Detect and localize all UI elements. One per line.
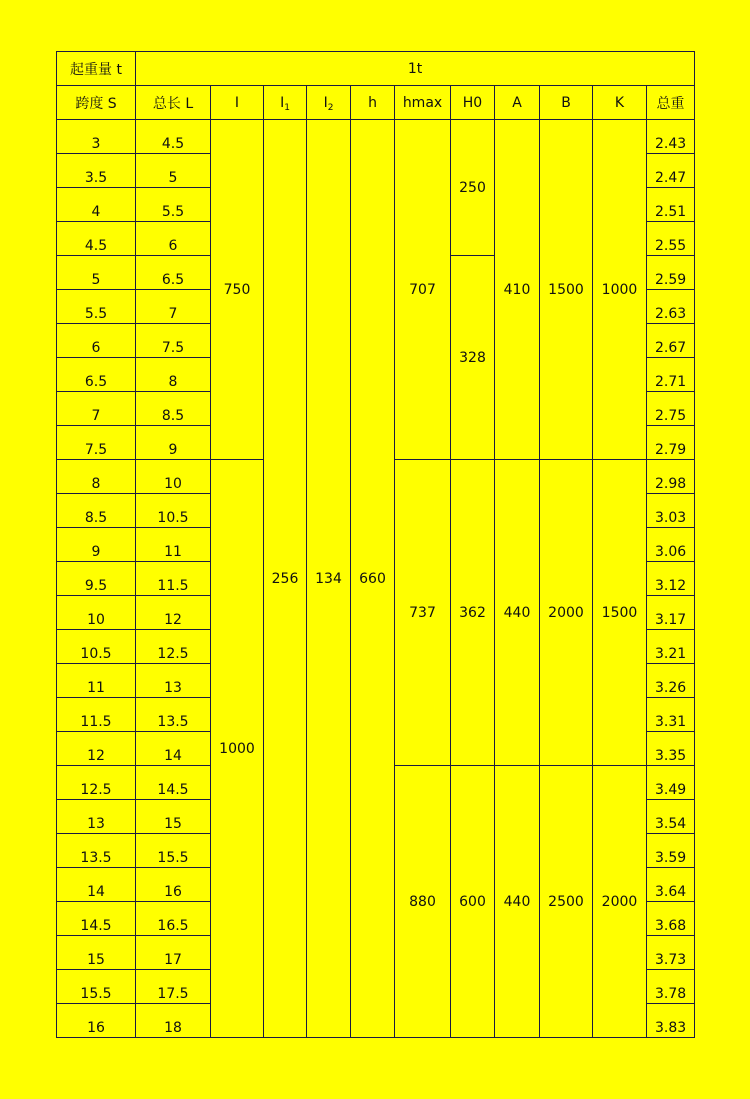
cell-length: 5 <box>136 154 211 188</box>
cell-weight: 3.21 <box>647 630 695 664</box>
cell-weight: 3.59 <box>647 834 695 868</box>
cell-weight: 3.12 <box>647 562 695 596</box>
cell-weight: 2.55 <box>647 222 695 256</box>
cell-span: 7 <box>57 392 136 426</box>
col-header-b: B <box>540 86 593 120</box>
cell-span: 9 <box>57 528 136 562</box>
cell-k-1000: 1000 <box>593 120 647 460</box>
cell-span: 5 <box>57 256 136 290</box>
cell-span: 11.5 <box>57 698 136 732</box>
cell-a-440-b: 440 <box>495 766 540 1038</box>
cell-length: 12.5 <box>136 630 211 664</box>
cell-length: 8.5 <box>136 392 211 426</box>
cell-weight: 2.71 <box>647 358 695 392</box>
col-header-i: I <box>211 86 264 120</box>
col-header-i1-sub: 1 <box>284 102 290 113</box>
cell-weight: 3.68 <box>647 902 695 936</box>
cell-span: 8 <box>57 460 136 494</box>
cell-span: 12.5 <box>57 766 136 800</box>
cell-weight: 2.75 <box>647 392 695 426</box>
cell-h: 660 <box>351 120 395 1038</box>
cell-weight: 3.31 <box>647 698 695 732</box>
col-header-i1-main: I <box>280 94 285 111</box>
col-header-weight: 总重 <box>647 86 695 120</box>
cell-weight: 2.47 <box>647 154 695 188</box>
cell-span: 13.5 <box>57 834 136 868</box>
cell-span: 4.5 <box>57 222 136 256</box>
cell-length: 17 <box>136 936 211 970</box>
cell-k-2000: 2000 <box>593 766 647 1038</box>
cell-hmax-707: 707 <box>395 120 451 460</box>
cell-length: 11 <box>136 528 211 562</box>
cell-weight: 2.98 <box>647 460 695 494</box>
cell-span: 4 <box>57 188 136 222</box>
cell-weight: 2.79 <box>647 426 695 460</box>
capacity-label: 起重量 t <box>57 52 136 86</box>
cell-length: 16.5 <box>136 902 211 936</box>
cell-span: 15 <box>57 936 136 970</box>
cell-length: 18 <box>136 1004 211 1038</box>
cell-i-1000: 1000 <box>211 460 264 1038</box>
capacity-value: 1t <box>136 52 695 86</box>
cell-a-440-a: 440 <box>495 460 540 766</box>
cell-weight: 3.54 <box>647 800 695 834</box>
cell-length: 16 <box>136 868 211 902</box>
cell-i-750: 750 <box>211 120 264 460</box>
cell-length: 13.5 <box>136 698 211 732</box>
cell-b-1500: 1500 <box>540 120 593 460</box>
cell-span: 10.5 <box>57 630 136 664</box>
cell-weight: 2.59 <box>647 256 695 290</box>
cell-length: 15.5 <box>136 834 211 868</box>
cell-h0-328: 328 <box>451 256 495 460</box>
cell-span: 14.5 <box>57 902 136 936</box>
cell-weight: 3.03 <box>647 494 695 528</box>
cell-span: 7.5 <box>57 426 136 460</box>
cell-weight: 2.63 <box>647 290 695 324</box>
cell-hmax-737: 737 <box>395 460 451 766</box>
cell-k-1500: 1500 <box>593 460 647 766</box>
cell-weight: 3.83 <box>647 1004 695 1038</box>
cell-length: 15 <box>136 800 211 834</box>
col-header-hmax: hmax <box>395 86 451 120</box>
cell-span: 9.5 <box>57 562 136 596</box>
cell-length: 11.5 <box>136 562 211 596</box>
cell-length: 10.5 <box>136 494 211 528</box>
header-row-capacity <box>57 52 695 86</box>
col-header-length: 总长 L <box>136 86 211 120</box>
cell-length: 8 <box>136 358 211 392</box>
col-header-span: 跨度 S <box>57 86 136 120</box>
table-row <box>57 120 695 154</box>
col-header-a: A <box>495 86 540 120</box>
cell-length: 9 <box>136 426 211 460</box>
cell-weight: 2.51 <box>647 188 695 222</box>
cell-span: 16 <box>57 1004 136 1038</box>
cell-length: 7 <box>136 290 211 324</box>
cell-weight: 3.64 <box>647 868 695 902</box>
cell-length: 5.5 <box>136 188 211 222</box>
cell-weight: 3.49 <box>647 766 695 800</box>
cell-span: 6.5 <box>57 358 136 392</box>
cell-length: 12 <box>136 596 211 630</box>
cell-hmax-880: 880 <box>395 766 451 1038</box>
cell-weight: 3.73 <box>647 936 695 970</box>
col-header-i2 <box>307 86 351 120</box>
cell-length: 4.5 <box>136 120 211 154</box>
cell-i2: 134 <box>307 120 351 1038</box>
cell-a-410: 410 <box>495 120 540 460</box>
col-header-k: K <box>593 86 647 120</box>
cell-h0-250: 250 <box>451 120 495 256</box>
cell-weight: 3.35 <box>647 732 695 766</box>
cell-length: 7.5 <box>136 324 211 358</box>
cell-weight: 3.06 <box>647 528 695 562</box>
cell-span: 3 <box>57 120 136 154</box>
cell-span: 12 <box>57 732 136 766</box>
cell-span: 3.5 <box>57 154 136 188</box>
cell-span: 15.5 <box>57 970 136 1004</box>
col-header-h0: H0 <box>451 86 495 120</box>
cell-length: 10 <box>136 460 211 494</box>
cell-b-2000: 2000 <box>540 460 593 766</box>
col-header-i2-main: I <box>323 94 328 111</box>
spec-table <box>56 51 695 1038</box>
col-header-i1 <box>264 86 307 120</box>
col-header-h: h <box>351 86 395 120</box>
cell-span: 6 <box>57 324 136 358</box>
cell-weight: 3.17 <box>647 596 695 630</box>
cell-i1: 256 <box>264 120 307 1038</box>
cell-length: 14.5 <box>136 766 211 800</box>
cell-span: 14 <box>57 868 136 902</box>
cell-span: 5.5 <box>57 290 136 324</box>
cell-length: 6 <box>136 222 211 256</box>
cell-length: 14 <box>136 732 211 766</box>
cell-length: 13 <box>136 664 211 698</box>
col-header-i2-sub: 2 <box>327 102 334 113</box>
cell-length: 17.5 <box>136 970 211 1004</box>
cell-h0-362: 362 <box>451 460 495 766</box>
cell-weight: 3.26 <box>647 664 695 698</box>
cell-b-2500: 2500 <box>540 766 593 1038</box>
cell-span: 11 <box>57 664 136 698</box>
cell-span: 8.5 <box>57 494 136 528</box>
cell-span: 13 <box>57 800 136 834</box>
cell-span: 10 <box>57 596 136 630</box>
cell-weight: 2.67 <box>647 324 695 358</box>
cell-h0-600: 600 <box>451 766 495 1038</box>
header-row-columns <box>57 86 695 120</box>
cell-length: 6.5 <box>136 256 211 290</box>
cell-weight: 3.78 <box>647 970 695 1004</box>
cell-weight: 2.43 <box>647 120 695 154</box>
